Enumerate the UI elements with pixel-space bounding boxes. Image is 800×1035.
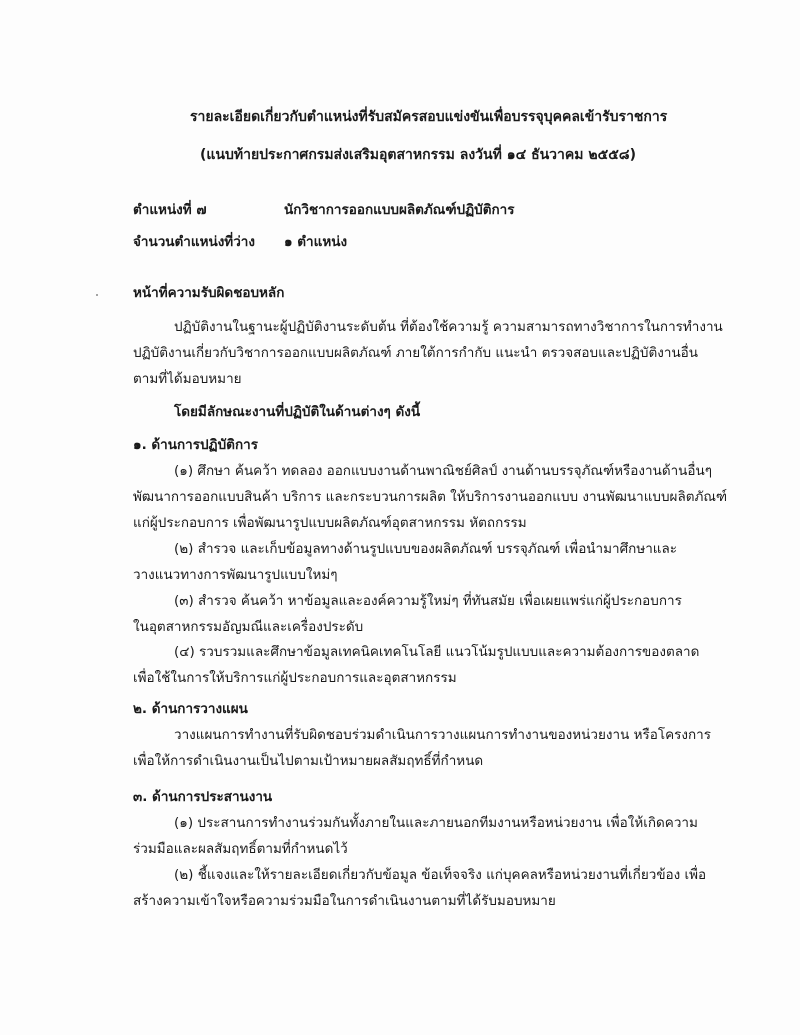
vacancy-label: จำนวนตำแหน่งที่ว่าง (133, 234, 255, 250)
section-operations-heading: ๑. ด้านการปฏิบัติการ (133, 437, 258, 453)
section-coordination-heading: ๓. ด้านการประสานงาน (133, 789, 273, 805)
planning-line: วางแผนการทำงานที่รับผิดชอบร่วมดำเนินการวางแผนการทำงานของหน่วยงาน หรือโครงการ (174, 727, 711, 743)
operations-line: ในอุตสาหกรรมอัญมณีและเครื่องประดับ (133, 619, 364, 635)
document-subtitle: (แนบท้ายประกาศกรมส่งเสริมอุตสาหกรรม ลงวันที่ ๑๔ ธันวาคม ๒๕๕๘) (200, 147, 636, 163)
document-title: รายละเอียดเกี่ยวกับตำแหน่งที่รับสมัครสอบแข่งขันเพื่อบรรจุบุคคลเข้ารับราชการ (190, 109, 668, 125)
coordination-line: (๒) ชี้แจงและให้รายละเอียดเกี่ยวกับข้อมูล ข้อเท็จจริง แก่บุคคลหรือหน่วยงานที่เกี่ยวข้อง เพื่อ (174, 867, 707, 883)
duties-heading: หน้าที่ความรับผิดชอบหลัก (133, 285, 285, 301)
planning-line: เพื่อให้การดำเนินงานเป็นไปตามเป้าหมายผลสัมฤทธิ์ที่กำหนด (133, 753, 484, 769)
coordination-line: (๑) ประสานการทำงานร่วมกันทั้งภายในและภายนอกทีมงานหรือหน่วยงาน เพื่อให้เกิดความ (174, 815, 698, 831)
operations-line: (๑) ศึกษา ค้นคว้า ทดลอง ออกแบบงานด้านพาณิชย์ศิลป์ งานด้านบรรจุภัณฑ์หรืองานด้านอื่นๆ (174, 463, 712, 479)
scan-speck (96, 294, 98, 296)
characteristics-heading: โดยมีลักษณะงานที่ปฏิบัติในด้านต่างๆ ดังนี้ (174, 404, 421, 420)
coordination-line: ร่วมมือและผลสัมฤทธิ์ตามที่กำหนดไว้ (133, 841, 348, 857)
duties-intro-line: ปฏิบัติงานในฐานะผู้ปฏิบัติงานระดับต้น ที่ต้องใช้ความรู้ ความสามารถทางวิชาการในการทำงาน (174, 319, 723, 335)
coordination-line: สร้างความเข้าใจหรือความร่วมมือในการดำเนินงานตามที่ได้รับมอบหมาย (133, 893, 556, 909)
operations-line: (๒) สำรวจ และเก็บข้อมูลทางด้านรูปแบบของผลิตภัณฑ์ บรรจุภัณฑ์ เพื่อนำมาศึกษาและ (174, 541, 678, 557)
operations-line: วางแนวทางการพัฒนารูปแบบใหม่ๆ (133, 567, 338, 583)
vacancy-value: ๑ ตำแหน่ง (284, 234, 348, 250)
duties-intro-line: ปฏิบัติงานเกี่ยวกับวิชาการออกแบบผลิตภัณฑ์ ภายใต้การกำกับ แนะนำ ตรวจสอบและปฏิบัติงานอื่น (133, 345, 699, 361)
operations-line: เพื่อใช้ในการให้บริการแก่ผู้ประกอบการและอุตสาหกรรม (133, 670, 457, 686)
operations-line: แก่ผู้ประกอบการ เพื่อพัฒนารูปแบบผลิตภัณฑ์อุตสาหกรรม หัตถกรรม (133, 515, 527, 531)
operations-line: (๓) สำรวจ ค้นคว้า หาข้อมูลและองค์ความรู้ใหม่ๆ ที่ทันสมัย เพื่อเผยแพร่แก่ผู้ประกอบการ (174, 593, 682, 609)
position-label: ตำแหน่งที่ ๗ (133, 202, 207, 218)
duties-intro-line: ตามที่ได้มอบหมาย (133, 371, 242, 387)
position-value: นักวิชาการออกแบบผลิตภัณฑ์ปฏิบัติการ (284, 202, 515, 218)
operations-line: พัฒนาการออกแบบสินค้า บริการ และกระบวนการผลิต ให้บริการงานออกแบบ งานพัฒนาแบบผลิตภัณฑ์ (133, 489, 728, 505)
section-planning-heading: ๒. ด้านการวางแผน (133, 701, 248, 717)
operations-line: (๔) รวบรวมและศึกษาข้อมูลเทคนิคเทคโนโลยี แนวโน้มรูปแบบและความต้องการของตลาด (174, 644, 700, 660)
